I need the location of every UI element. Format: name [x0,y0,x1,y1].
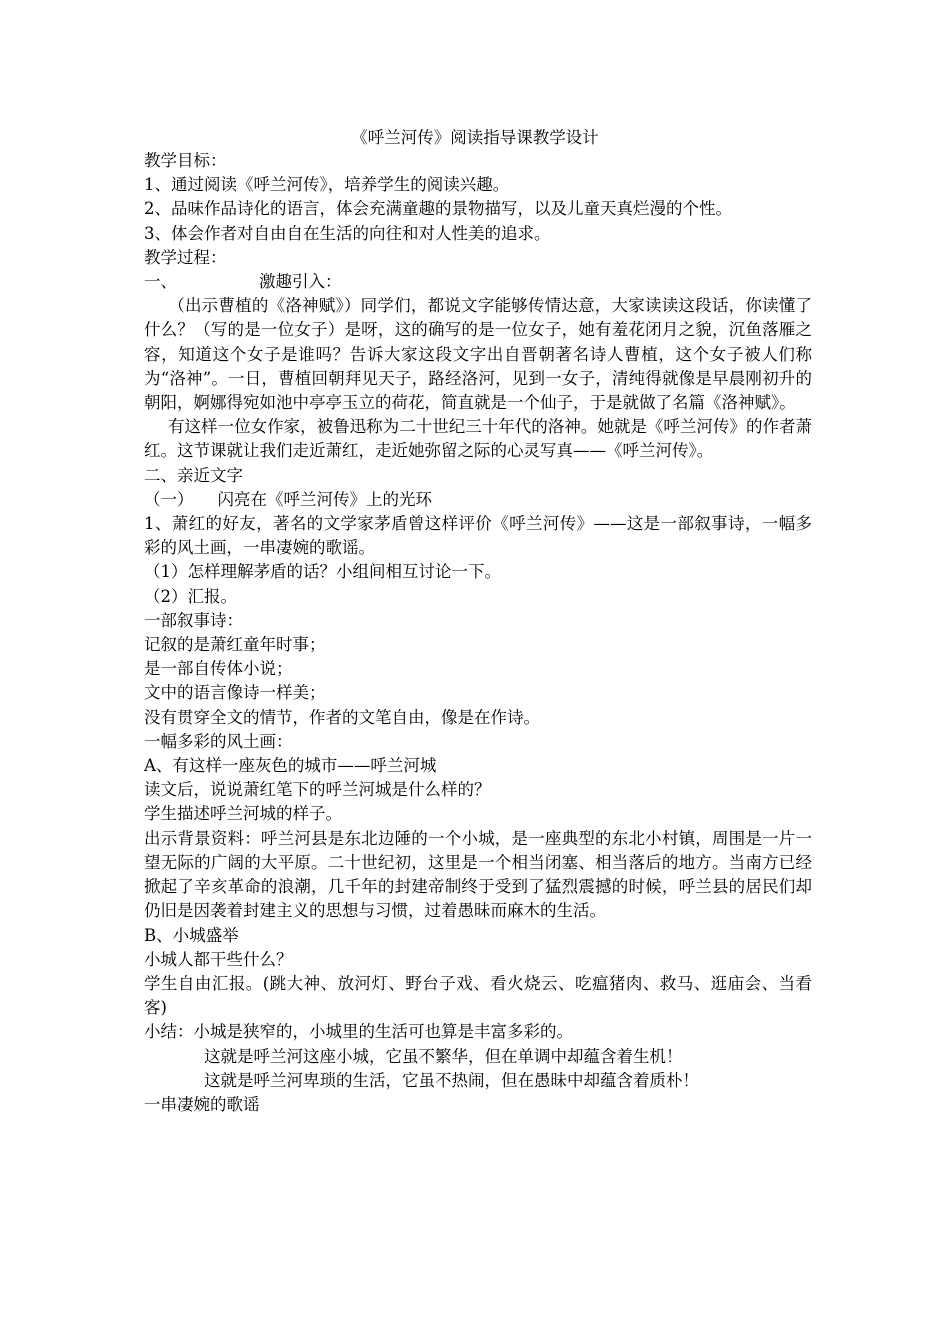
process-heading: 教学过程： [144,247,227,267]
section2-heading: 二、亲近文字 [144,465,243,485]
objective-item: 2、品味作品诗化的语言，体会充满童趣的景物描写，以及儿童天真烂漫的个性。 [144,199,732,219]
summary-line-3: 这就是呼兰河卑琐的生活，它虽不热闹，但在愚昧中却蕴含着质朴！ [204,1070,699,1090]
poem-line: 记叙的是萧红童年时事； [144,635,326,655]
painting-heading: 一幅多彩的风土画： [144,731,293,751]
part-a-title: A、有这样一座灰色的城市——呼兰河城 [144,756,437,776]
subsection-label: 闪亮在《呼兰河传》上的光环 [217,489,432,509]
poem-line: 是一部自传体小说； [144,659,293,679]
part-a-question: 读文后，说说萧红笔下的呼兰河城是什么样的？ [144,780,491,800]
section1-label: 激趣引入： [259,272,342,292]
section1-paragraph1: （出示曹植的《洛神赋》）同学们，都说文字能够传情达意，大家读读这段话，你读懂了什么？（写的是一位女子）是呀，这的确写的是一位女子，她有羞花闭月之貌，沉鱼落雁之容，知道这个女子是谁吗？告诉大家这段文字出自晋朝著名诗人曹植，这个女子被人们称为“洛神”。一日，曹植回朝拜见天子，路经洛河，见到一女子，清纯得就像是早晨刚初升的朝阳，婀娜得宛如池中亭亭玉立的荷花，简直就是一个仙子，于是就做了名篇《洛神赋》。 [144,296,812,413]
poem-heading: 一部叙事诗： [144,610,243,630]
poem-line: 没有贯穿全文的情节，作者的文笔自由，像是在作诗。 [144,707,540,727]
part-b-title: B、小城盛举 [144,925,239,945]
objective-item: 3、体会作者对自由自在生活的向往和对人性美的追求。 [144,223,551,243]
objective-item: 1、通过阅读《呼兰河传》，培养学生的阅读兴趣。 [144,175,510,195]
question-1: （1）怎样理解茅盾的话？小组间相互讨论一下。 [144,562,501,582]
objectives-heading: 教学目标： [144,151,227,170]
part-b-question: 小城人都干些什么？ [144,949,293,969]
part-a-background: 出示背景资料：呼兰河县是东北边陲的一个小城，是一座典型的东北小村镇，周围是一片一望无际的广阔的大平原。二十世纪初，这里是一个相当闭塞、相当落后的地方。当南方已经掀起了辛亥革命的浪潮，几千年的封建帝制终于受到了猛烈震撼的时候，呼兰县的居民们却仍旧是因袭着封建主义的思想与习惯，过着愚昧而麻木的生活。 [144,828,812,921]
section1-number: 一、 [144,272,177,292]
summary-line-2: 这就是呼兰河这座小城，它虽不繁华，但在单调中却蕴含着生机！ [204,1046,683,1066]
section1-heading [144,270,812,294]
document-body [144,149,812,1117]
question-2: （2）汇报。 [144,586,237,606]
summary: 小结：小城是狭窄的，小城里的生活可也算是丰富多彩的。 [144,1022,573,1042]
document-title: 《呼兰河传》阅读指导课教学设计 [351,128,599,147]
section1-paragraph2: 有这样一位女作家，被鲁迅称为二十世纪三十年代的洛神。她就是《呼兰河传》的作者萧红。这节课就让我们走近萧红，走近她弥留之际的心灵写真——《呼兰河传》。 [144,417,812,461]
item1-paragraph: 1、萧红的好友，著名的文学家茅盾曾这样评价《呼兰河传》——这是一部叙事诗，一幅多彩的风土画，一串凄婉的歌谣。 [144,514,812,558]
part-b-student: 学生自由汇报。(跳大神、放河灯、野台子戏、看火烧云、吃瘟猪肉、救马、逛庙会、当看客) [144,973,812,1018]
poem-line: 文中的语言像诗一样美； [144,683,326,703]
subsection-heading [144,488,812,512]
part-a-student: 学生描述呼兰河城的样子。 [144,804,342,824]
ballad-heading: 一串凄婉的歌谣 [144,1094,260,1114]
subsection-number: （一） [144,489,194,509]
